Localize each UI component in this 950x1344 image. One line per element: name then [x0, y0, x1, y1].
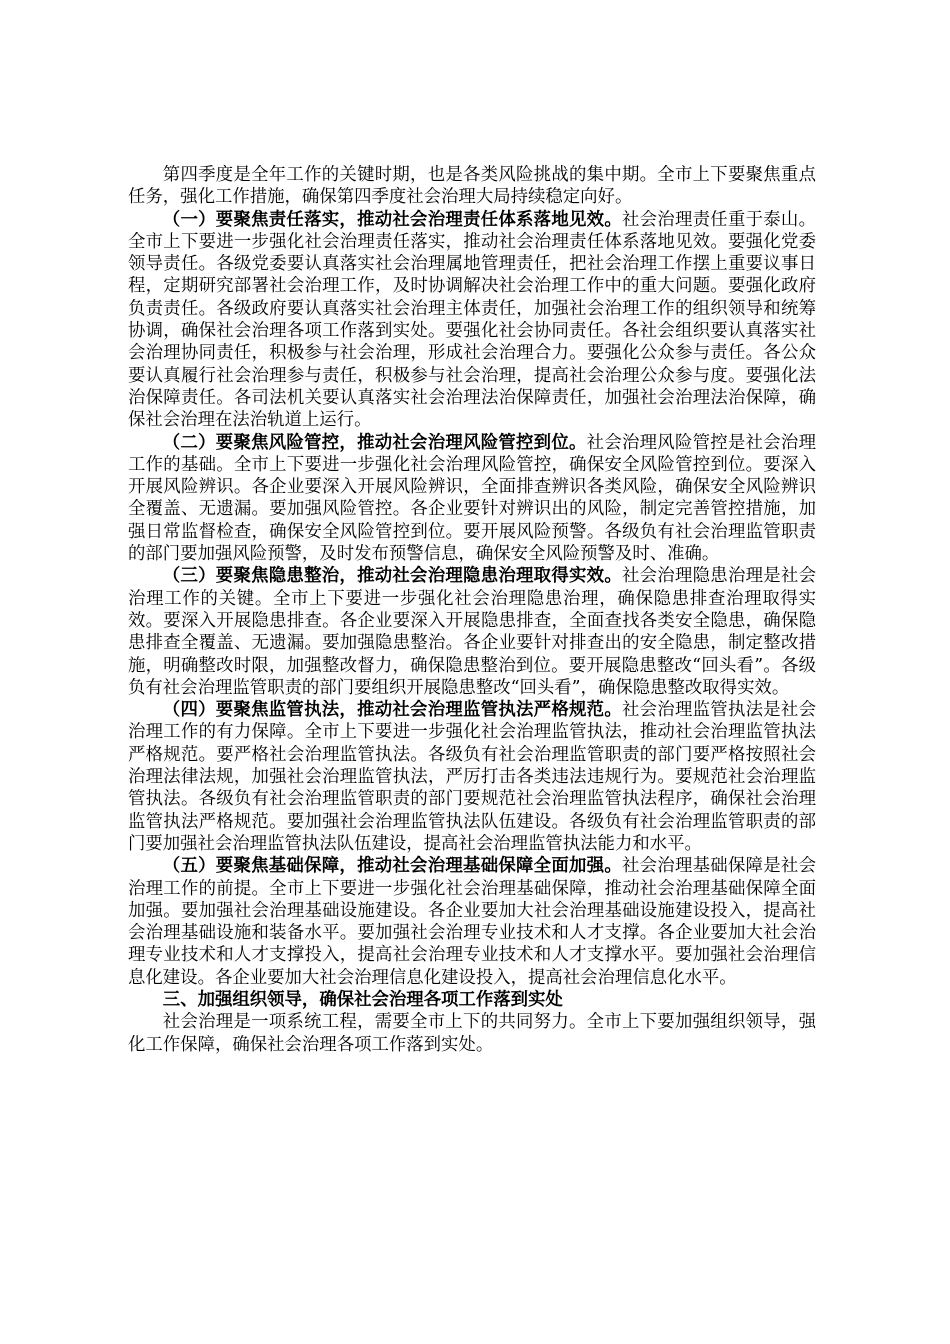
- section-two-lead: （二）要聚焦风险管控，推动社会治理风险管控到位。: [162, 432, 587, 453]
- section-five-lead: （五）要聚焦基础保障，推动社会治理基础保障全面加强。: [162, 856, 622, 877]
- closing-paragraph: 社会治理是一项系统工程，需要全市上下的共同努力。全市上下要加强组织领导，强化工作保障，确保社会治理各项工作落到实处。: [128, 1012, 816, 1055]
- document-body: [128, 164, 816, 1056]
- intro-paragraph: 第四季度是全年工作的关键时期，也是各类风险挑战的集中期。全市上下要聚焦重点任务，强化工作措施，确保第四季度社会治理大局持续稳定向好。: [128, 165, 816, 208]
- section-one-body: 社会治理责任重于泰山。全市上下要进一步强化社会治理责任落实，推动社会治理责任体系落地见效。要强化党委领导责任。各级党委要认真落实社会治理属地管理责任，把社会治理工作摆上重要议事日程，定期研究部署社会治理工作，及时协调解决社会治理工作中的重大问题。要强化政府负责责任。各级政府要认真落实社会治理主体责任，加强社会治理工作的组织领导和统筹协调，确保社会治理各项工作落到实处。要强化社会协同责任。各社会组织要认真落实社会治理协同责任，积极参与社会治理，形成社会治理合力。要强化公众参与责任。各公众要认真履行社会治理参与责任，积极参与社会治理，提高社会治理公众参与度。要强化法治保障责任。各司法机关要认真落实社会治理法治保障责任，加强社会治理法治保障，确保社会治理在法治轨道上运行。: [128, 209, 816, 431]
- section-four-lead: （四）要聚焦监管执法，推动社会治理监管执法严格规范。: [162, 700, 622, 721]
- section-two-body: 社会治理风险管控是社会治理工作的基础。全市上下要进一步强化社会治理风险管控，确保安全风险管控到位。要深入开展风险辨识。各企业要深入开展风险辨识，全面排查辨识各类风险，确保安全风险辨识全覆盖、无遗漏。要加强风险管控。各企业要针对辨识出的风险，制定完善管控措施，加强日常监督检查，确保安全风险管控到位。要开展风险预警。各级负有社会治理监管职责的部门要加强风险预警，及时发布预警信息，确保安全风险预警及时、准确。: [128, 432, 816, 565]
- section-one-lead: （一）要聚焦责任落实，推动社会治理责任体系落地见效。: [162, 209, 622, 230]
- heading-three: 三、加强组织领导，确保社会治理各项工作落到实处: [162, 989, 563, 1010]
- section-three-paragraph: [128, 565, 816, 699]
- section-two-paragraph: [128, 432, 816, 566]
- section-five-paragraph: [128, 855, 816, 989]
- section-four-paragraph: [128, 699, 816, 855]
- section-five-body: 社会治理基础保障是社会治理工作的前提。全市上下要进一步强化社会治理基础保障，推动社会治理基础保障全面加强。要加强社会治理基础设施建设。各企业要加大社会治理基础设施建设投入，提高社会治理基础设施和装备水平。要加强社会治理专业技术和人才支撑。各企业要加大社会治理专业技术和人才支撑投入，提高社会治理专业技术和人才支撑水平。要加强社会治理信息化建设。各企业要加大社会治理信息化建设投入，提高社会治理信息化水平。: [128, 856, 816, 988]
- section-one-paragraph: [128, 209, 816, 432]
- section-three-body: 社会治理隐患治理是社会治理工作的关键。全市上下要进一步强化社会治理隐患治理，确保隐患排查治理取得实效。要深入开展隐患排查。各企业要深入开展隐患排查，全面查找各类安全隐患，确保隐患排查全覆盖、无遗漏。要加强隐患整治。各企业要针对排查出的安全隐患，制定整改措施，明确整改时限，加强整改督力，确保隐患整治到位。要开展隐患整改“回头看”。各级负有社会治理监管职责的部门要组织开展隐患整改“回头看”，确保隐患整改取得实效。: [128, 566, 816, 698]
- section-four-body: 社会治理监管执法是社会治理工作的有力保障。全市上下要进一步强化社会治理监管执法，推动社会治理监管执法严格规范。要严格社会治理监管执法。各级负有社会治理监管职责的部门要严格按照社会治理法律法规，加强社会治理监管执法，严厉打击各类违法违规行为。要规范社会治理监管执法。各级负有社会治理监管职责的部门要规范社会治理监管执法程序，确保社会治理监管执法严格规范。要加强社会治理监管执法队伍建设。各级负有社会治理监管职责的部门要加强社会治理监管执法队伍建设，提高社会治理监管执法能力和水平。: [128, 700, 816, 854]
- section-three-lead: （三）要聚焦隐患整治，推动社会治理隐患治理取得实效。: [162, 566, 622, 587]
